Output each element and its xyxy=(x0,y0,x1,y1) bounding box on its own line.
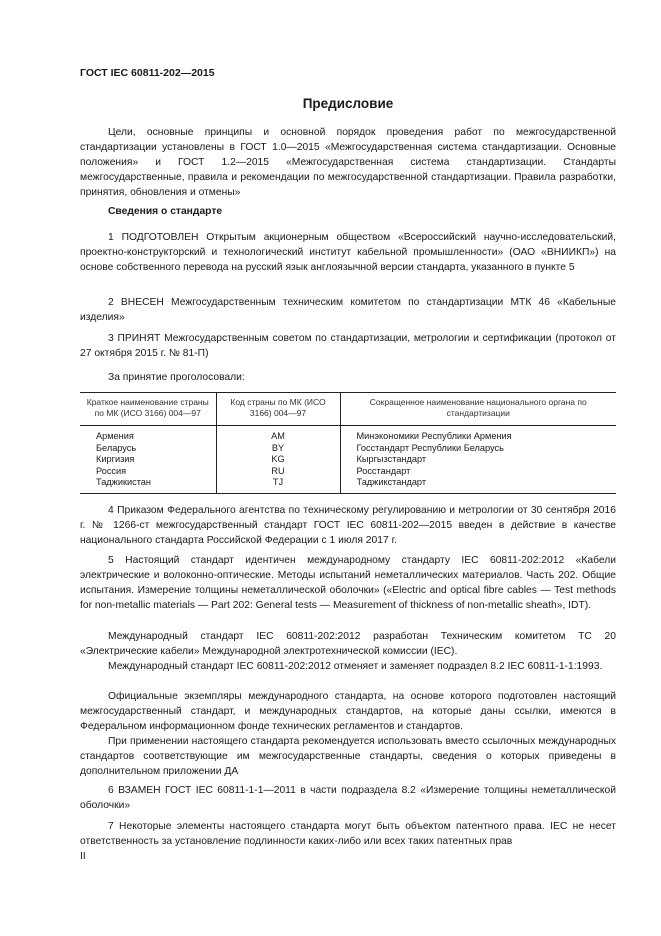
table-row xyxy=(80,477,616,493)
code-cell: RU xyxy=(216,466,340,478)
country-cell: Россия xyxy=(80,466,216,478)
item-4: 4 Приказом Федерального агентства по техническому регулированию и метрологии от 30 сентября 2016 г. № 1266-ст межгосударственный стандарт ГОСТ IEC 60811-202—2015 введен в действие в качестве национального стандарта Российской Федерации с 1 июля 2017 г. xyxy=(80,505,616,546)
code-cell: KG xyxy=(216,454,340,466)
country-cell: Беларусь xyxy=(80,443,216,455)
item-7: 7 Некоторые элементы настоящего стандарта могут быть объектом патентного права. IEC не несет ответственность за установление подлинности каких-либо или всех таких патентных прав xyxy=(80,821,616,847)
code-cell: TJ xyxy=(216,477,340,493)
item-1: 1 ПОДГОТОВЛЕН Открытым акционерным обществом «Всероссийский научно-исследовательский, проектно-конструкторский и технологический институт кабельной промышленности» (ОАО «ВНИИКП») на основе собственного перевода на русский язык англоязычной версии стандарта, указанного в пункте 5 xyxy=(80,232,616,273)
item-6: 6 ВЗАМЕН ГОСТ IEC 60811-1-1—2011 в части подраздела 8.2 «Измерение толщины неметаллической оболочки» xyxy=(80,785,616,811)
item-5: 5 Настоящий стандарт идентичен международному стандарту IEC 60811-202:2012 «Кабели электрические и волоконно-оптические. Методы испытаний неметаллических материалов. Часть 202. Общие испытания. Измерение толщины неметаллической оболочки» («Electric and optical fibre cables — Test methods for non-metallic materials — Part 202: General tests — Measurement of thickness of non-metallic sheath», IDT). xyxy=(80,555,616,611)
subheading: Сведения о стандарте xyxy=(108,206,223,217)
item-5-developer: Международный стандарт IEC 60811-202:2012 разработан Техническим комитетом ТС 20 «Электрические кабели» Международной электротехнической комиссии (IEC). xyxy=(80,631,616,657)
country-cell: Таджикистан xyxy=(80,477,216,493)
body-cell: Таджикстандарт xyxy=(356,477,427,487)
code-cell: AM xyxy=(216,426,340,443)
column-header-country: Краткое наименование страны по МК (ИСО 3166) 004—97 xyxy=(80,393,216,426)
body-cell: Росстандарт xyxy=(356,465,411,476)
vote-label: За принятие проголосовали: xyxy=(108,372,245,383)
body-cell: Госстандарт Республики Беларусь xyxy=(356,442,504,453)
code-cell: BY xyxy=(216,443,340,455)
item-5-copies: Официальные экземпляры международного стандарта, на основе которого подготовлен настоящий межгосударственный стандарт, и международных стандартов, на которые даны ссылки, имеются в Федеральном информационном фонде технических регламентов и стандартов. xyxy=(80,691,616,732)
item-5-replaces: Международный стандарт IEC 60811-202:2012 отменяет и заменяет подраздел 8.2 IEC 60811-1-1:1993. xyxy=(108,661,603,672)
body-cell: Минэкономики Республики Армения xyxy=(356,431,512,441)
table-header-row xyxy=(80,393,616,426)
body-cell: Кыргызстандарт xyxy=(356,454,427,464)
country-cell: Армения xyxy=(80,426,216,443)
item-3: 3 ПРИНЯТ Межгосударственным советом по стандартизации, метрологии и сертификации (протокол от 27 октября 2015 г. № 81-П) xyxy=(80,333,616,359)
column-header-code: Код страны по МК (ИСО 3166) 004—97 xyxy=(216,393,340,426)
table-row xyxy=(80,454,616,466)
column-header-body: Сокращенное наименование национального органа по стандартизации xyxy=(340,393,616,426)
document-header: ГОСТ IEC 60811-202—2015 xyxy=(80,67,215,79)
page-title: Предисловие xyxy=(302,96,394,111)
table-row xyxy=(80,466,616,478)
intro-paragraph: Цели, основные принципы и основной порядок проведения работ по межгосударственной стандартизации установлены в ГОСТ 1.0—2015 «Межгосударственная система стандартизации. Основные положения» и ГОСТ 1.2—2015 «Межгосударственная система стандартизации. Стандарты межгосударственные, правила и рекомендации по межгосударственной стандартизации. Правила разработки, принятия, обновления и отмены» xyxy=(80,127,616,198)
table-row xyxy=(80,426,616,443)
voting-table xyxy=(80,392,616,494)
page-number: II xyxy=(80,851,86,862)
country-cell: Киргизия xyxy=(80,454,216,466)
table-row xyxy=(80,443,616,455)
item-2: 2 ВНЕСЕН Межгосударственным техническим комитетом по стандартизации МТК 46 «Кабельные изделия» xyxy=(80,297,616,323)
item-5-usage: При применении настоящего стандарта рекомендуется использовать вместо ссылочных международных стандартов соответствующие им межгосударственные стандарты, сведения о которых приведены в дополнительном приложении ДА xyxy=(80,736,616,777)
